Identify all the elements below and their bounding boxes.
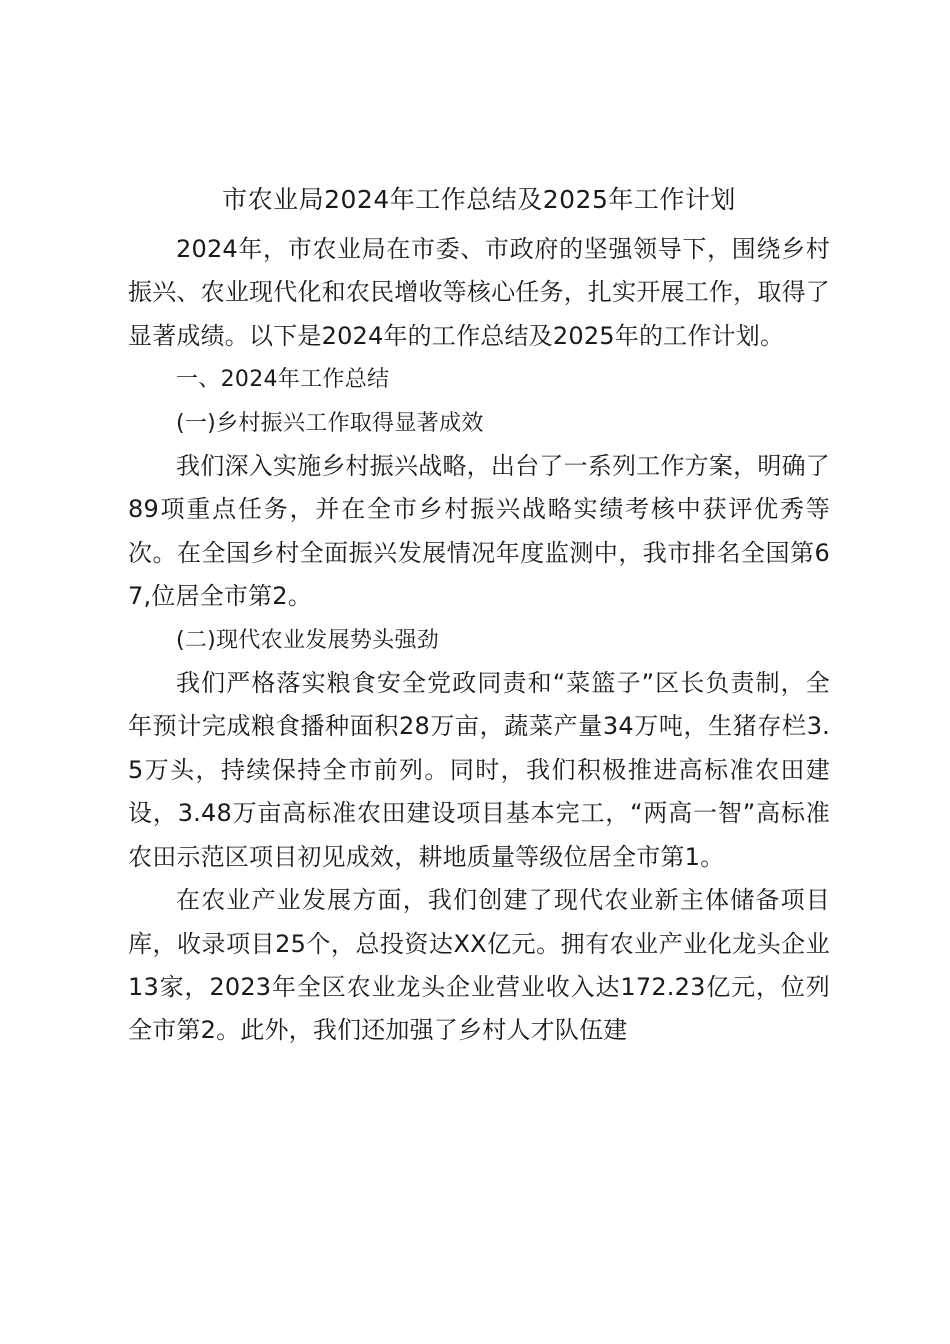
modern-agriculture-paragraph: 我们严格落实粮食安全党政同责和“菜篮子”区长负责制，全年预计完成粮食播种面积28万亩，蔬菜产量34万吨，生猪存栏3.5万头，持续保持全市前列。同时，我们积极推进高标准农田建设，3.48万亩高标准农田建设项目基本完工，“两高一智”高标准农田示范区项目初见成效，耕地质量等级位居全市第1。: [128, 669, 830, 871]
document-title: 市农业局2024年工作总结及2025年工作计划: [222, 185, 736, 214]
document-page: [128, 172, 830, 1053]
rural-revitalization-paragraph: 我们深入实施乡村振兴战略，出台了一系列工作方案，明确了89项重点任务，并在全市乡村振兴战略实绩考核中获评优秀等次。在全国乡村全面振兴发展情况年度监测中，我市排名全国第67,位居全市第2。: [128, 452, 830, 611]
subsection-heading-modern-agriculture: (二)现代农业发展势头强劲: [176, 627, 440, 653]
subsection-heading-rural-revitalization: (一)乡村振兴工作取得显著成效: [176, 410, 484, 436]
intro-paragraph: 2024年，市农业局在市委、市政府的坚强领导下，围绕乡村振兴、农业现代化和农民增收等核心任务，扎实开展工作，取得了显著成绩。以下是2024年的工作总结及2025年的工作计划。: [128, 235, 830, 350]
agricultural-industry-paragraph: 在农业产业发展方面，我们创建了现代农业新主体储备项目库，收录项目25个，总投资达XX亿元。拥有农业产业化龙头企业13家，2023年全区农业龙头企业营业收入达172.23亿元，位列全市第2。此外，我们还加强了乡村人才队伍建: [128, 886, 830, 1045]
section-heading-summary: 一、2024年工作总结: [176, 367, 390, 393]
